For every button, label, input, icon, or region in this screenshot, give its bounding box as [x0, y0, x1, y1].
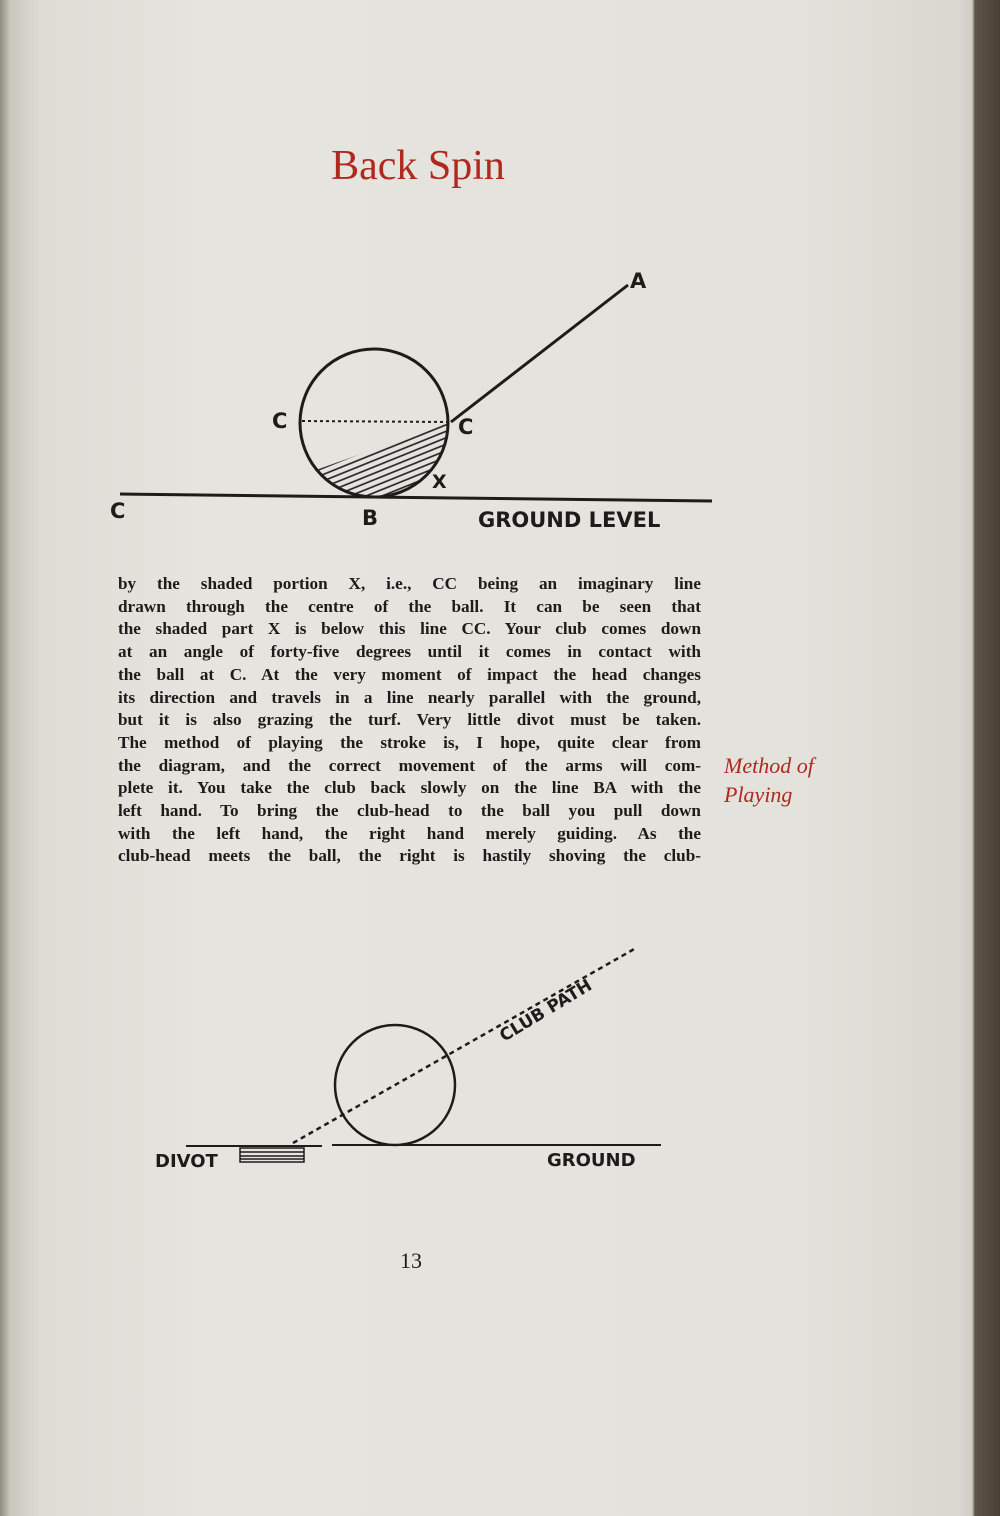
- text-line: drawn through the centre of the ball. It can be seen that: [118, 596, 701, 616]
- diagram-top: [110, 269, 712, 532]
- label-c-ground: C: [110, 499, 126, 523]
- margin-note-line: Method of: [724, 753, 814, 778]
- text-line: by the shaded portion X, i.e., CC being an imaginary line: [118, 574, 701, 593]
- text-line: the ball at C. At the very moment of impact the head changes: [118, 664, 701, 684]
- text-line: but it is also grazing the turf. Very little divot must be taken.: [118, 710, 701, 730]
- text-line: its direction and travels in a line nearly parallel with the ground,: [118, 687, 701, 707]
- ground-level-line: [120, 494, 712, 501]
- text-line: left hand. To bring the club-head to the ball you pull down: [118, 801, 701, 821]
- label-b: B: [362, 506, 379, 530]
- label-c-left: C: [272, 409, 288, 433]
- margin-note: [724, 751, 814, 809]
- label-club-path: CLUB PATH: [496, 975, 596, 1047]
- label-a: A: [630, 269, 647, 293]
- centre-line-cc: [302, 421, 450, 422]
- body-text: [118, 573, 701, 868]
- diagram-bottom: [155, 948, 661, 1172]
- text-line: the diagram, and the correct movement of the arms will com-: [118, 755, 701, 775]
- label-ground: GROUND: [547, 1150, 636, 1171]
- text-line: with the left hand, the right hand merely guiding. As the: [118, 823, 701, 843]
- divot-mark: [240, 1148, 304, 1162]
- club-line-ba: [451, 285, 628, 422]
- text-line: at an angle of forty-five degrees until it comes in contact with: [118, 642, 701, 662]
- text-line: plete it. You take the club back slowly on the line BA with the: [118, 778, 701, 798]
- text-line: the shaded part X is below this line CC. Your club comes down: [118, 619, 701, 639]
- label-ground-level: GROUND LEVEL: [478, 508, 661, 532]
- label-c-right: C: [458, 415, 474, 439]
- label-divot: DIVOT: [155, 1151, 218, 1172]
- chapter-title: Back Spin: [331, 143, 505, 189]
- margin-note-line: Playing: [724, 782, 793, 807]
- page-number: 13: [400, 1248, 422, 1273]
- label-x: X: [432, 471, 447, 493]
- text-line: club-head meets the ball, the right is hastily shoving the club-: [118, 846, 701, 866]
- text-line: The method of playing the stroke is, I hope, quite clear from: [118, 732, 701, 752]
